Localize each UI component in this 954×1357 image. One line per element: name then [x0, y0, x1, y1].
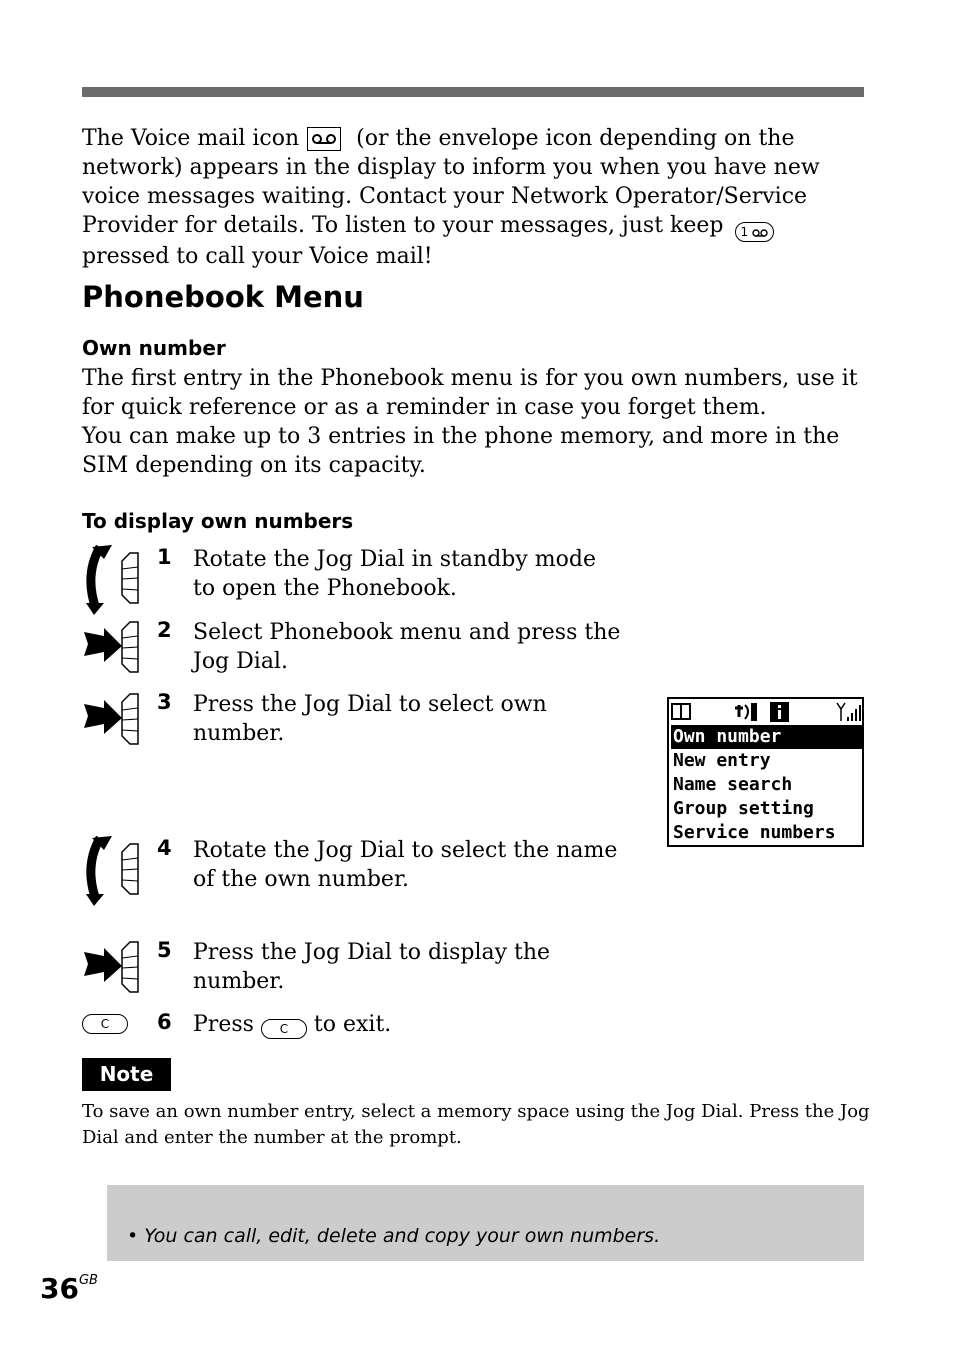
step-number: 1	[157, 545, 172, 569]
c-key-icon: C	[82, 1014, 128, 1034]
step-text: Press the Jog Dial to display the number.	[193, 940, 551, 994]
own-number-text-2: You can make up to 3 entries in the phone memory, and more in the SIM depending on its capacity.	[82, 424, 840, 478]
step-number: 5	[157, 938, 172, 962]
menu-item-group-setting[interactable]: Group setting	[673, 798, 814, 819]
call-divert-icon	[735, 703, 757, 721]
step-text-before: Press	[193, 1012, 254, 1037]
jog-dial-press-icon	[82, 938, 142, 998]
step-number: 6	[157, 1010, 172, 1034]
jog-dial-press-icon	[82, 690, 142, 750]
step-number: 3	[157, 690, 172, 714]
own-number-heading: Own number	[82, 336, 226, 360]
key-1-voicemail-icon	[735, 222, 774, 242]
page-number-suffix: GB	[78, 1273, 98, 1288]
step-number: 4	[157, 836, 172, 860]
intro-text-2: (or the envelope icon depending on the network) appears in the display to inform you when you have new voice messages waiting. Contact your Network Operator/Service Provider for details. To listen to your messages, just keep	[82, 126, 820, 238]
step-4	[82, 836, 642, 916]
menu-item-own-number[interactable]: Own number	[671, 725, 862, 749]
step-text	[193, 1010, 623, 1039]
status-bar-icons	[669, 699, 862, 725]
jog-dial-press-icon	[82, 618, 142, 678]
tip-text: • You can call, edit, delete and copy your own numbers.	[127, 1225, 661, 1247]
page-number-value: 36	[40, 1272, 79, 1305]
step-2	[82, 618, 642, 698]
page-number	[40, 1272, 98, 1305]
jog-dial-rotate-icon	[82, 836, 142, 906]
phonebook-icon	[672, 704, 690, 719]
step-1	[82, 545, 642, 625]
step-6	[82, 1010, 642, 1046]
step-5	[82, 938, 642, 1018]
display-heading: To display own numbers	[82, 509, 354, 533]
info-icon	[770, 702, 789, 722]
c-key-inline-icon: C	[261, 1019, 307, 1039]
menu-item-new-entry[interactable]: New entry	[673, 750, 771, 771]
intro-paragraph	[82, 124, 872, 271]
note-tag: Note	[82, 1058, 171, 1091]
step-text: Rotate the Jog Dial in standby mode to open the Phonebook.	[193, 547, 597, 601]
menu-item-name-search[interactable]: Name search	[673, 774, 793, 795]
intro-text-1: The Voice mail icon	[82, 126, 300, 151]
intro-text-3: pressed to call your Voice mail!	[82, 244, 433, 269]
note-text: To save an own number entry, select a memory space using the Jog Dial. Press the Jog Dial and enter the number at the prompt.	[82, 1101, 870, 1148]
own-number-text-1: The first entry in the Phonebook menu is for you own numbers, use it for quick reference or as a reminder in case you forget them.	[82, 366, 858, 420]
tip-box	[107, 1185, 864, 1261]
step-text: Press the Jog Dial to select own number.	[193, 692, 547, 746]
voicemail-icon	[307, 127, 341, 151]
section-title: Phonebook Menu	[82, 280, 364, 314]
step-number: 2	[157, 618, 172, 642]
step-text: Select Phonebook menu and press the Jog Dial.	[193, 620, 621, 674]
top-rule	[82, 87, 864, 97]
signal-icon	[837, 703, 861, 721]
phone-display	[667, 697, 864, 847]
key-1-label: 1	[740, 225, 749, 239]
step-3	[82, 690, 642, 770]
step-text: Rotate the Jog Dial to select the name of the own number.	[193, 838, 618, 892]
menu-item-service-numbers[interactable]: Service numbers	[673, 822, 836, 843]
jog-dial-rotate-icon	[82, 545, 142, 615]
step-text-after: to exit.	[313, 1012, 392, 1037]
